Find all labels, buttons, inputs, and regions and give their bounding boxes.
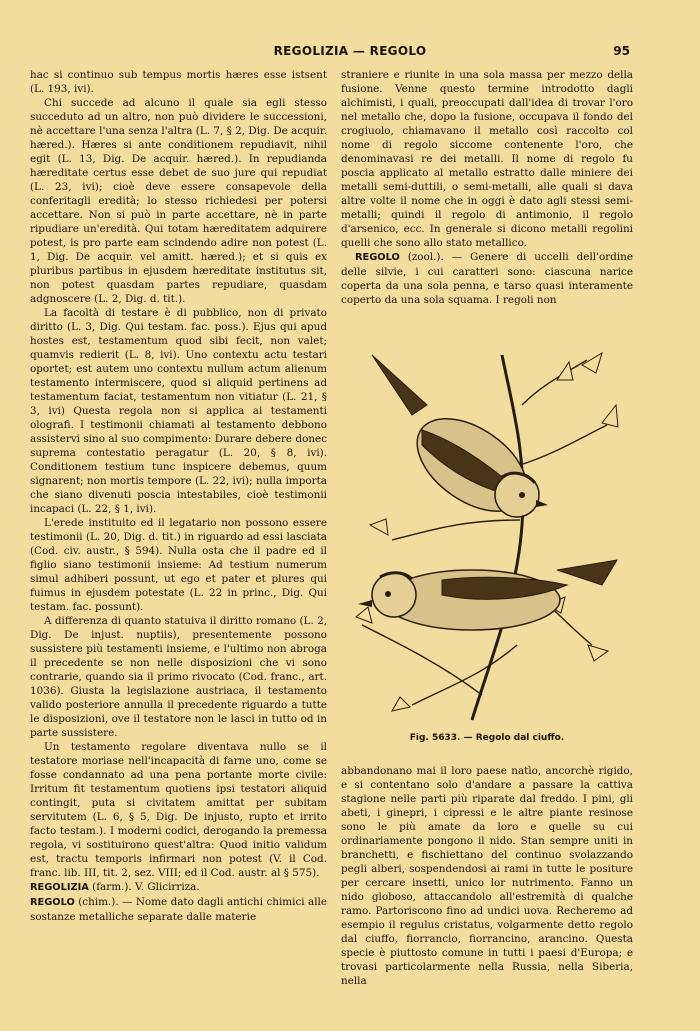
leaves: [356, 353, 618, 711]
paragraph: Chi succede ad alcuno il quale sia egli stesso succeduto ad un altro, non può dividere le successioni, nè accettare l'una senza l'altra (L. 7, § 2, Dig. De acquir. hæred.). Hæres si ante conditionem repudiavit, nihil egit (L. 13, Dig. De acquir. hæred.). In repudianda hæreditate certus esse debet de suo jure qui repudiat (L. 23, ivi); cioè deve essere consapevole della conferitagli eredità; lo stesso richiedesi per potersi accettare. Non si può in parte accettare, nè in parte ripudiare un'eredità. Qui totam hæreditatem adquirere potest, is pro parte eam scindendo adire non potest (L. 1, Dig. De acquir. vel amitt. hæred.); et si quis ex pluribus partibus in ejusdem hæreditate institutus sit, non potest quasdam partes repudiare, quasdam adgnoscere (L. 2, Dig. d. tit.).: [30, 97, 327, 305]
paragraph: straniere e riunite in una sola massa per mezzo della fusione. Venne questo termine introdotto dagli alchimisti, i quali, preoccupati dall'idea di trovar l'oro nel metallo che, dopo la fusione, occupava il fondo del crogiuolo, chiamavano il metallo così raccolto col nome di regolo siccome contenente l'oro, che denominavasi re dei metalli. Il nome di regolo fu poscia applicato al metallo estratto dalle miniere dei metalli semi-duttili, o semi-metalli, alle quali si dava altre volte il nome che in oggi è dato agli stessi semi-metalli; quindi il regolo di antimonio, il regolo d'arsenico, ecc. In generale si dicono metalli regolini quelli che sono allo stato metallico.: [341, 69, 633, 249]
entry-text: (zool.). — Genere di uccelli dell'ordine delle silvie, i cui caratteri sono: ciascuna narice coperta da una sola penna, e tarso quasi interamente coperto da una sola squama. I regoli non: [341, 251, 633, 306]
entry-headword: REGOLIZIA: [30, 882, 89, 893]
entry-regolo-zool: [341, 250, 633, 307]
entry-regolo-chim: [30, 895, 327, 924]
entry-headword: REGOLO: [30, 897, 75, 908]
left-column: [30, 68, 327, 993]
paragraph: abbandonano mai il loro paese natìo, ancorchè rigido, e si contentano solo d'andare a passare la cattiva stagione nelle parti più riparate dal freddo. I pini, gli abeti, i ginepri, i cipressi e le altre piante resinose sono le più amate da loro e quelle su cui ordinariamente pongono il nido. Stan sempre uniti in branchetti, e fischiettano del continuo svolazzando pegli alberi, sospendendosi ai rami in tutte le positure per cercare insetti, unico lor nutrimento. Fanno un nido globoso, attaccandolo all'estremità di qualche ramo. Partoriscono fino ad undici uova. Recheremo ad esempio il regulus cristatus, volgarmente detto regolo dal ciuffo, fiorrancio, fiorrancino, arancino. Questa specie è piuttosto comune in tutti i paesi d'Europa; e trovasi particolarmente nella Russia, nella Siberia, nella: [341, 765, 633, 987]
paragraph: A differenza di quanto statuiva il diritto romano (L. 2, Dig. De injust. nuptiis), presentemente possono sussistere più testamenti insieme, e l'ultimo non abroga il precedente se non nelle disposizioni che vi sono contrarie, quando sia il primo rivocato (Cod. franc., art. 1036). Giusta la legislazione austriaca, il testamento valido posteriore annulla il precedente riguardo a tutte le disposizioni, ove il testatore non le lasci in tutto od in parte sussistere.: [30, 615, 327, 739]
branches: [362, 355, 607, 720]
paragraph: Un testamento regolare diventava nullo se il testatore moriase nell'incapacità di farne uno, come se fosse condannato ad una pena portante morte civile: Irritum fit testamentum quotiens ipsi testatori aliquid contingit, puta si civitatem amittat per subitam servitutem (L. 6, § 5, Dig. De injusto, rupto et irrito facto testam.). I moderni codici, derogando la premessa regola, vi sostituirono quest'altra: Quod initio validum est, tractu temporis infirmari non potest (V. il Cod. franc. lib. III, tit. 2, sez. VIII; ed il Cod. austr. al § 575).: [30, 741, 327, 879]
paragraph: hac si continuo sub tempus mortis hæres esse istsent (L. 193, ivi).: [30, 69, 327, 95]
paragraph: L'erede instituito ed il legatario non possono essere testimonii (L. 20, Dig. d. tit.) in riguardo ad essi lasciata (Cod. civ. austr., § 594). Nulla osta che il padre ed il figlio siano testimonii insieme: Ad testium numerum simul adhiberi possunt, ut ego et pater et plures qui fuimus in ejusdem potestate (L. 22 in princ., Dig. Qui testam. fac. possunt).: [30, 517, 327, 613]
page-number: 95: [613, 44, 630, 58]
running-title: REGOLIZIA — REGOLO: [273, 44, 427, 58]
figure-caption: Fig. 5633. — Regolo dal ciuffo.: [409, 733, 565, 743]
lower-bird: [358, 560, 617, 630]
entry-headword: REGOLO: [355, 252, 400, 263]
bird-illustration: [352, 345, 622, 725]
right-column-bottom: [341, 764, 633, 994]
figure-goldcrest-engraving: [352, 345, 622, 725]
entry-regolizia: [30, 880, 327, 895]
entry-text: (farm.). V. Glicirriza.: [92, 881, 200, 893]
right-column-top: [341, 68, 633, 336]
entry-text: (chim.). — Nome dato dagli antichi chimici alle sostanze metalliche separate dalle materie: [30, 896, 327, 923]
paragraph: La facoltà di testare è di pubblico, non di privato diritto (L. 3, Dig. Qui testam. fac. poss.). Ejus qui apud hostes est, testamentum quod sibi fecit, non valet; quamvis redierit (L. 8, ivi). Uno contextu actu testari oportet; est autem uno contextu nullum actum alienum testamento intermiscere, quod si aliquid pertinens ad testamentum faciat, testamentum non vitiatur (L. 21, § 3, ivi) Questa regola non si applica ai testamenti olografi. I testimonii chiamati al testamento debbono assistervi sino al suo compimento: Durare debere donec suprema contestatio peragatur (L. 20, § 8, ivi). Conditionem testium tunc inspicere debemus, quum signarent; non mortis tempore (L. 22, ivi); nulla importa che siano divenuti poscia intestabiles, cioè testimonii incapaci (L. 22, § 1, ivi).: [30, 307, 327, 515]
upper-bird: [372, 355, 548, 530]
